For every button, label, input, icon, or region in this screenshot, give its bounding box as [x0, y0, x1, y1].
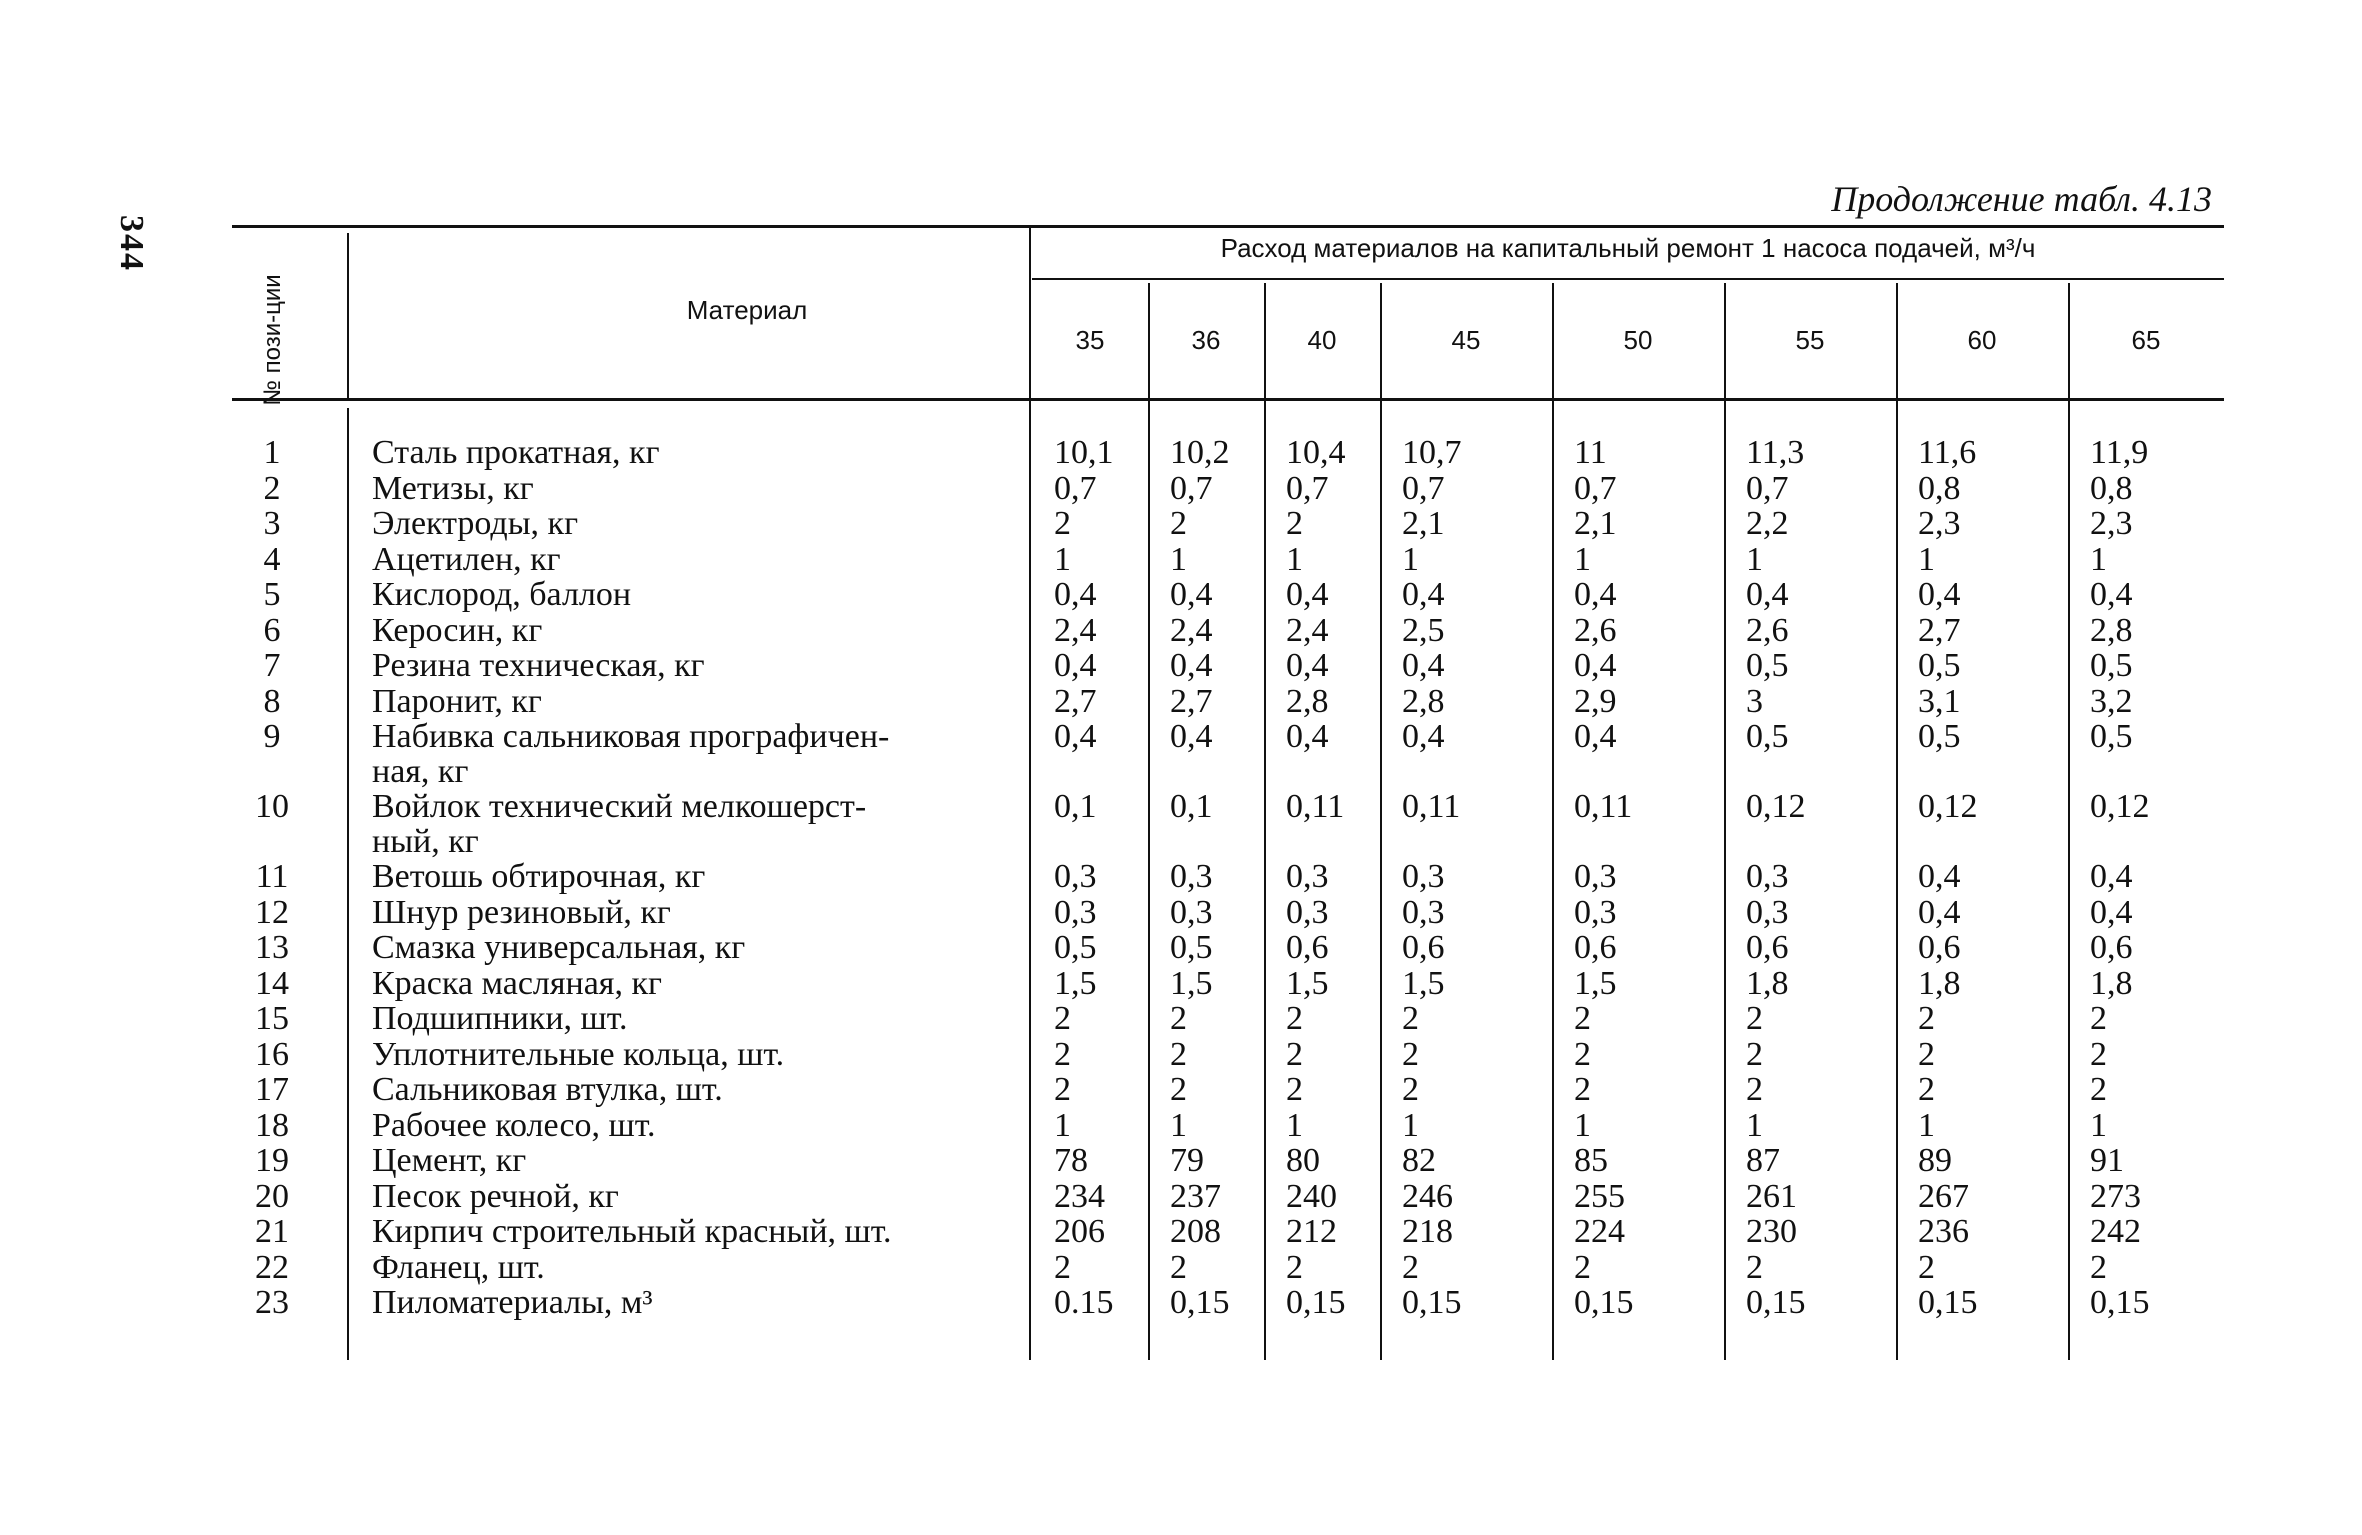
row-value-60: 0,5 — [1918, 647, 1961, 684]
row-value-45: 2,8 — [1402, 682, 1445, 720]
row-value-50: 0,7 — [1574, 469, 1617, 507]
table-row — [232, 966, 2224, 1001]
row-value-40: 2 — [1286, 1248, 1303, 1286]
row-position-number: 12 — [255, 893, 289, 931]
row-value-36: 0,3 — [1170, 893, 1213, 931]
row-value-65: 91 — [2090, 1142, 2124, 1179]
row-value-36: 0,5 — [1170, 929, 1213, 966]
header-bottom-rule — [232, 398, 2224, 401]
row-value-40: 2 — [1286, 1000, 1303, 1037]
header-column-60: 60 — [1967, 325, 1997, 355]
row-position-number: 4 — [263, 540, 281, 578]
row-material-line: Песок речной, кг — [372, 1177, 619, 1215]
row-value-55: 87 — [1746, 1142, 1780, 1179]
row-value-36: 1,5 — [1170, 964, 1213, 1002]
row-material — [372, 1001, 1012, 1036]
row-value-36: 2 — [1170, 1035, 1187, 1073]
header-column-55: 55 — [1795, 325, 1825, 355]
table-row — [232, 719, 2224, 789]
row-value-50: 2,6 — [1574, 611, 1617, 649]
table-row — [232, 1108, 2224, 1143]
table-row — [232, 613, 2224, 648]
row-value-65: 1 — [2090, 1106, 2107, 1144]
row-value-40: 0,6 — [1286, 929, 1329, 966]
row-value-40: 0,4 — [1286, 576, 1329, 613]
row-value-60: 0,15 — [1918, 1284, 1978, 1321]
row-value-60: 0,6 — [1918, 929, 1961, 966]
row-value-65: 1 — [2090, 540, 2107, 578]
table-row — [232, 577, 2224, 612]
row-position-number: 13 — [255, 929, 289, 966]
row-value-45: 1,5 — [1402, 964, 1445, 1002]
row-material-line: Паронит, кг — [372, 682, 542, 720]
row-value-65: 0,8 — [2090, 469, 2133, 507]
table-row — [232, 1001, 2224, 1036]
row-value-60: 0,4 — [1918, 893, 1961, 931]
row-value-50: 1 — [1574, 1106, 1591, 1144]
row-value-36: 1 — [1170, 1106, 1187, 1144]
header-material: Материал — [686, 295, 808, 325]
row-position-number: 15 — [255, 1000, 289, 1037]
table-row — [232, 648, 2224, 683]
row-position-number: 11 — [255, 858, 289, 895]
row-value-35: 1 — [1054, 1106, 1071, 1144]
row-material — [372, 1214, 1012, 1249]
table-row — [232, 789, 2224, 859]
row-position-number: 3 — [263, 505, 281, 542]
row-value-60: 0,4 — [1918, 576, 1961, 613]
row-value-65: 0,6 — [2090, 929, 2133, 966]
row-value-65: 11,9 — [2090, 434, 2149, 471]
row-material — [372, 789, 1012, 859]
row-value-65: 2,3 — [2090, 505, 2133, 542]
row-value-55: 1 — [1746, 1106, 1763, 1144]
row-material — [372, 435, 1012, 470]
row-material — [372, 1250, 1012, 1285]
row-value-60: 11,6 — [1918, 434, 1977, 471]
row-material-line: Подшипники, шт. — [372, 1000, 628, 1037]
header-column-36: 36 — [1191, 325, 1221, 355]
table-row — [232, 506, 2224, 541]
row-material — [372, 719, 1012, 789]
row-value-55: 2 — [1746, 1071, 1763, 1108]
row-value-60: 267 — [1918, 1177, 1969, 1215]
row-position-number: 5 — [263, 576, 281, 613]
row-value-65: 0,15 — [2090, 1284, 2150, 1321]
row-value-50: 85 — [1574, 1142, 1608, 1179]
row-value-36: 79 — [1170, 1142, 1204, 1179]
materials-table — [232, 225, 2224, 1365]
row-value-55: 3 — [1746, 682, 1763, 720]
row-material — [372, 966, 1012, 1001]
row-value-36: 2,4 — [1170, 611, 1213, 649]
row-value-65: 0,4 — [2090, 576, 2133, 613]
row-material-line: Керосин, кг — [372, 611, 543, 649]
row-value-60: 1 — [1918, 540, 1935, 578]
row-value-65: 0,5 — [2090, 718, 2133, 755]
row-material-line: Краска масляная, кг — [372, 964, 662, 1002]
row-material-line: Электроды, кг — [372, 505, 579, 542]
table-row — [232, 471, 2224, 506]
table-row — [232, 1250, 2224, 1285]
row-material — [372, 613, 1012, 648]
row-value-36: 0,1 — [1170, 788, 1213, 825]
row-value-60: 0,4 — [1918, 858, 1961, 895]
row-value-55: 230 — [1746, 1213, 1797, 1250]
row-value-50: 2,9 — [1574, 682, 1617, 720]
table-caption: Продолжение табл. 4.13 — [1831, 179, 2212, 219]
row-value-65: 2 — [2090, 1000, 2107, 1037]
header-column-50: 50 — [1623, 325, 1653, 355]
row-material — [372, 1037, 1012, 1072]
row-material — [372, 542, 1012, 577]
row-value-36: 237 — [1170, 1177, 1221, 1215]
row-material-line: Кирпич строительный красный, шт. — [372, 1213, 892, 1250]
row-value-50: 2,1 — [1574, 505, 1617, 542]
row-value-60: 236 — [1918, 1213, 1969, 1250]
row-value-55: 0,7 — [1746, 469, 1789, 507]
row-position-number: 9 — [263, 718, 281, 755]
row-value-55: 0,5 — [1746, 647, 1789, 684]
row-value-65: 242 — [2090, 1213, 2141, 1250]
row-material-line: Рабочее колесо, шт. — [372, 1106, 656, 1144]
row-value-60: 2 — [1918, 1035, 1935, 1073]
header-column-35: 35 — [1075, 325, 1105, 355]
row-value-55: 1,8 — [1746, 964, 1789, 1002]
row-value-45: 0,6 — [1402, 929, 1445, 966]
row-value-60: 2 — [1918, 1071, 1935, 1108]
row-value-50: 0,15 — [1574, 1284, 1634, 1321]
row-value-40: 10,4 — [1286, 434, 1346, 471]
row-value-40: 0,15 — [1286, 1284, 1346, 1321]
table-row — [232, 859, 2224, 894]
row-position-number: 8 — [263, 682, 281, 720]
row-value-45: 0,3 — [1402, 858, 1445, 895]
row-material — [372, 648, 1012, 683]
row-value-50: 255 — [1574, 1177, 1625, 1215]
row-material-line: Ацетилен, кг — [372, 540, 561, 578]
row-material-line: Сальниковая втулка, шт. — [372, 1071, 723, 1108]
header-column-65: 65 — [2131, 325, 2161, 355]
row-position-number: 16 — [255, 1035, 289, 1073]
table-top-rule — [232, 225, 2224, 228]
table-row — [232, 895, 2224, 930]
row-value-36: 2 — [1170, 505, 1187, 542]
row-value-45: 2 — [1402, 1035, 1419, 1073]
row-value-65: 2 — [2090, 1071, 2107, 1108]
row-value-45: 0,15 — [1402, 1284, 1462, 1321]
row-value-45: 2 — [1402, 1248, 1419, 1286]
row-value-40: 0,3 — [1286, 893, 1329, 931]
row-value-55: 2 — [1746, 1248, 1763, 1286]
row-position-number: 17 — [255, 1071, 289, 1108]
row-value-40: 0,7 — [1286, 469, 1329, 507]
table-row — [232, 542, 2224, 577]
row-value-50: 11 — [1574, 434, 1607, 471]
row-value-36: 0,3 — [1170, 858, 1213, 895]
table-row — [232, 1285, 2224, 1320]
row-material-line: Смазка универсальная, кг — [372, 929, 746, 966]
row-material — [372, 577, 1012, 612]
row-value-60: 1 — [1918, 1106, 1935, 1144]
row-material-line: Кислород, баллон — [372, 576, 632, 613]
row-value-35: 0,4 — [1054, 647, 1097, 684]
row-value-35: 206 — [1054, 1213, 1105, 1250]
row-material-line: Ветошь обтирочная, кг — [372, 858, 706, 895]
row-value-35: 0,7 — [1054, 469, 1097, 507]
row-value-36: 0,4 — [1170, 718, 1213, 755]
row-material-line: Пиломатериалы, м³ — [372, 1284, 653, 1321]
row-value-60: 0,12 — [1918, 788, 1978, 825]
row-value-45: 1 — [1402, 540, 1419, 578]
header-column-40: 40 — [1307, 325, 1337, 355]
row-value-65: 3,2 — [2090, 682, 2133, 720]
row-value-35: 2,7 — [1054, 682, 1097, 720]
row-value-65: 0,12 — [2090, 788, 2150, 825]
row-value-60: 0,5 — [1918, 718, 1961, 755]
row-value-45: 10,7 — [1402, 434, 1462, 471]
header-consumption-group: Расход материалов на капитальный ремонт 1 насоса подачей, м³/ч — [1220, 233, 2036, 263]
row-position-number: 1 — [263, 434, 281, 471]
row-value-55: 0,12 — [1746, 788, 1806, 825]
row-value-50: 2 — [1574, 1000, 1591, 1037]
row-value-40: 2,8 — [1286, 682, 1329, 720]
row-material — [372, 1179, 1012, 1214]
row-value-60: 89 — [1918, 1142, 1952, 1179]
row-value-35: 2,4 — [1054, 611, 1097, 649]
row-value-40: 1,5 — [1286, 964, 1329, 1002]
row-material — [372, 1143, 1012, 1178]
row-value-60: 2,3 — [1918, 505, 1961, 542]
table-row — [232, 930, 2224, 965]
row-value-35: 2 — [1054, 1071, 1071, 1108]
row-value-40: 0,4 — [1286, 718, 1329, 755]
table-row — [232, 1072, 2224, 1107]
row-value-65: 2,8 — [2090, 611, 2133, 649]
row-value-65: 0,4 — [2090, 893, 2133, 931]
row-material — [372, 684, 1012, 719]
row-value-36: 0,4 — [1170, 647, 1213, 684]
row-value-36: 1 — [1170, 540, 1187, 578]
row-value-50: 0,11 — [1574, 788, 1633, 825]
row-material-line: Набивка сальниковая прографичен- — [372, 718, 890, 755]
row-material — [372, 930, 1012, 965]
row-value-35: 10,1 — [1054, 434, 1114, 471]
row-value-45: 0,4 — [1402, 576, 1445, 613]
row-value-50: 0,3 — [1574, 858, 1617, 895]
row-value-55: 0,3 — [1746, 893, 1789, 931]
row-value-40: 0,11 — [1286, 788, 1345, 825]
row-value-55: 0,15 — [1746, 1284, 1806, 1321]
row-value-65: 273 — [2090, 1177, 2141, 1215]
row-value-40: 2 — [1286, 505, 1303, 542]
row-value-55: 2 — [1746, 1035, 1763, 1073]
row-value-40: 2 — [1286, 1035, 1303, 1073]
row-value-50: 0,6 — [1574, 929, 1617, 966]
row-value-35: 0,5 — [1054, 929, 1097, 966]
row-value-60: 3,1 — [1918, 682, 1961, 720]
row-value-55: 0,5 — [1746, 718, 1789, 755]
row-value-55: 2,2 — [1746, 505, 1789, 542]
row-value-40: 0,4 — [1286, 647, 1329, 684]
row-value-45: 2,1 — [1402, 505, 1445, 542]
row-position-number: 21 — [255, 1213, 289, 1250]
table-row — [232, 684, 2224, 719]
row-value-36: 10,2 — [1170, 434, 1230, 471]
row-value-45: 82 — [1402, 1142, 1436, 1179]
row-value-45: 1 — [1402, 1106, 1419, 1144]
row-value-35: 2 — [1054, 505, 1071, 542]
row-value-35: 2 — [1054, 1248, 1071, 1286]
row-value-55: 0,4 — [1746, 576, 1789, 613]
row-position-number: 20 — [255, 1177, 289, 1215]
row-position-number: 18 — [255, 1106, 289, 1144]
row-material-line: Метизы, кг — [372, 469, 534, 507]
row-material-line: Фланец, шт. — [372, 1248, 545, 1286]
row-value-55: 261 — [1746, 1177, 1797, 1215]
row-value-55: 1 — [1746, 540, 1763, 578]
table-row — [232, 1037, 2224, 1072]
row-value-65: 1,8 — [2090, 964, 2133, 1002]
row-value-55: 2,6 — [1746, 611, 1789, 649]
row-value-45: 0,3 — [1402, 893, 1445, 931]
row-value-55: 11,3 — [1746, 434, 1805, 471]
row-value-45: 0,7 — [1402, 469, 1445, 507]
row-material — [372, 859, 1012, 894]
row-value-35: 0,1 — [1054, 788, 1097, 825]
row-material — [372, 1285, 1012, 1320]
row-value-45: 2 — [1402, 1000, 1419, 1037]
row-value-55: 0,3 — [1746, 858, 1789, 895]
row-value-65: 0,5 — [2090, 647, 2133, 684]
row-material-line: Шнур резиновый, кг — [372, 893, 671, 931]
row-value-50: 2 — [1574, 1071, 1591, 1108]
row-value-35: 78 — [1054, 1142, 1088, 1179]
row-material — [372, 895, 1012, 930]
table-row — [232, 1179, 2224, 1214]
row-value-35: 0,4 — [1054, 718, 1097, 755]
row-value-60: 2,7 — [1918, 611, 1961, 649]
row-material-line-continued: ная, кг — [372, 753, 469, 790]
row-value-65: 2 — [2090, 1035, 2107, 1073]
row-value-50: 0,4 — [1574, 718, 1617, 755]
row-material-line: Сталь прокатная, кг — [372, 434, 660, 471]
row-value-45: 0,11 — [1402, 788, 1461, 825]
row-value-50: 1,5 — [1574, 964, 1617, 1002]
row-value-36: 2 — [1170, 1248, 1187, 1286]
row-value-35: 234 — [1054, 1177, 1105, 1215]
row-material — [372, 1108, 1012, 1143]
row-value-36: 0,15 — [1170, 1284, 1230, 1321]
header-column-45: 45 — [1451, 325, 1481, 355]
row-value-65: 2 — [2090, 1248, 2107, 1286]
row-value-50: 0,4 — [1574, 647, 1617, 684]
row-position-number: 23 — [255, 1284, 289, 1321]
row-value-50: 2 — [1574, 1035, 1591, 1073]
row-value-40: 0,3 — [1286, 858, 1329, 895]
row-value-40: 80 — [1286, 1142, 1320, 1179]
row-material — [372, 471, 1012, 506]
row-value-35: 0,4 — [1054, 576, 1097, 613]
row-value-35: 2 — [1054, 1000, 1071, 1037]
row-value-40: 1 — [1286, 540, 1303, 578]
row-value-50: 224 — [1574, 1213, 1625, 1250]
row-value-45: 218 — [1402, 1213, 1453, 1250]
row-material-line: Уплотнительные кольца, шт. — [372, 1035, 785, 1073]
group-header-rule — [1032, 278, 2224, 280]
row-position-number: 14 — [255, 964, 289, 1002]
row-value-40: 240 — [1286, 1177, 1337, 1215]
row-material-line: Войлок технический мелкошерст- — [372, 788, 867, 825]
row-value-55: 2 — [1746, 1000, 1763, 1037]
row-value-45: 246 — [1402, 1177, 1453, 1215]
row-material — [372, 1072, 1012, 1107]
row-value-35: 0,3 — [1054, 858, 1097, 895]
row-value-35: 1,5 — [1054, 964, 1097, 1002]
table-row — [232, 1143, 2224, 1178]
row-value-36: 0,7 — [1170, 469, 1213, 507]
row-value-40: 2,4 — [1286, 611, 1329, 649]
row-value-50: 0,3 — [1574, 893, 1617, 931]
row-value-40: 212 — [1286, 1213, 1337, 1250]
row-material-line: Цемент, кг — [372, 1142, 527, 1179]
row-value-36: 2,7 — [1170, 682, 1213, 720]
row-value-60: 2 — [1918, 1248, 1935, 1286]
row-value-35: 0,3 — [1054, 893, 1097, 931]
header-position-number: № пози-ции — [259, 274, 286, 406]
row-value-45: 0,4 — [1402, 718, 1445, 755]
row-value-65: 0,4 — [2090, 858, 2133, 895]
row-material-line-continued: ный, кг — [372, 823, 479, 860]
row-value-40: 2 — [1286, 1071, 1303, 1108]
row-value-45: 2,5 — [1402, 611, 1445, 649]
row-value-50: 0,4 — [1574, 576, 1617, 613]
row-value-60: 2 — [1918, 1000, 1935, 1037]
row-value-36: 208 — [1170, 1213, 1221, 1250]
row-material-line: Резина техническая, кг — [372, 647, 705, 684]
row-value-55: 0,6 — [1746, 929, 1789, 966]
row-value-36: 0,4 — [1170, 576, 1213, 613]
row-value-50: 2 — [1574, 1248, 1591, 1286]
row-value-35: 0.15 — [1054, 1284, 1114, 1321]
row-value-60: 1,8 — [1918, 964, 1961, 1002]
row-value-36: 2 — [1170, 1000, 1187, 1037]
row-position-number: 10 — [255, 788, 289, 825]
row-value-45: 2 — [1402, 1071, 1419, 1108]
row-position-number: 19 — [255, 1142, 289, 1179]
row-position-number: 7 — [263, 647, 281, 684]
row-position-number: 22 — [255, 1248, 289, 1286]
row-value-35: 1 — [1054, 540, 1071, 578]
row-position-number: 2 — [263, 469, 281, 507]
row-value-45: 0,4 — [1402, 647, 1445, 684]
row-value-50: 1 — [1574, 540, 1591, 578]
table-row — [232, 1214, 2224, 1249]
row-value-36: 2 — [1170, 1071, 1187, 1108]
row-position-number: 6 — [263, 611, 281, 649]
row-value-60: 0,8 — [1918, 469, 1961, 507]
page-number: 344 — [113, 215, 150, 272]
row-value-35: 2 — [1054, 1035, 1071, 1073]
row-material — [372, 506, 1012, 541]
table-row — [232, 435, 2224, 470]
row-value-40: 1 — [1286, 1106, 1303, 1144]
